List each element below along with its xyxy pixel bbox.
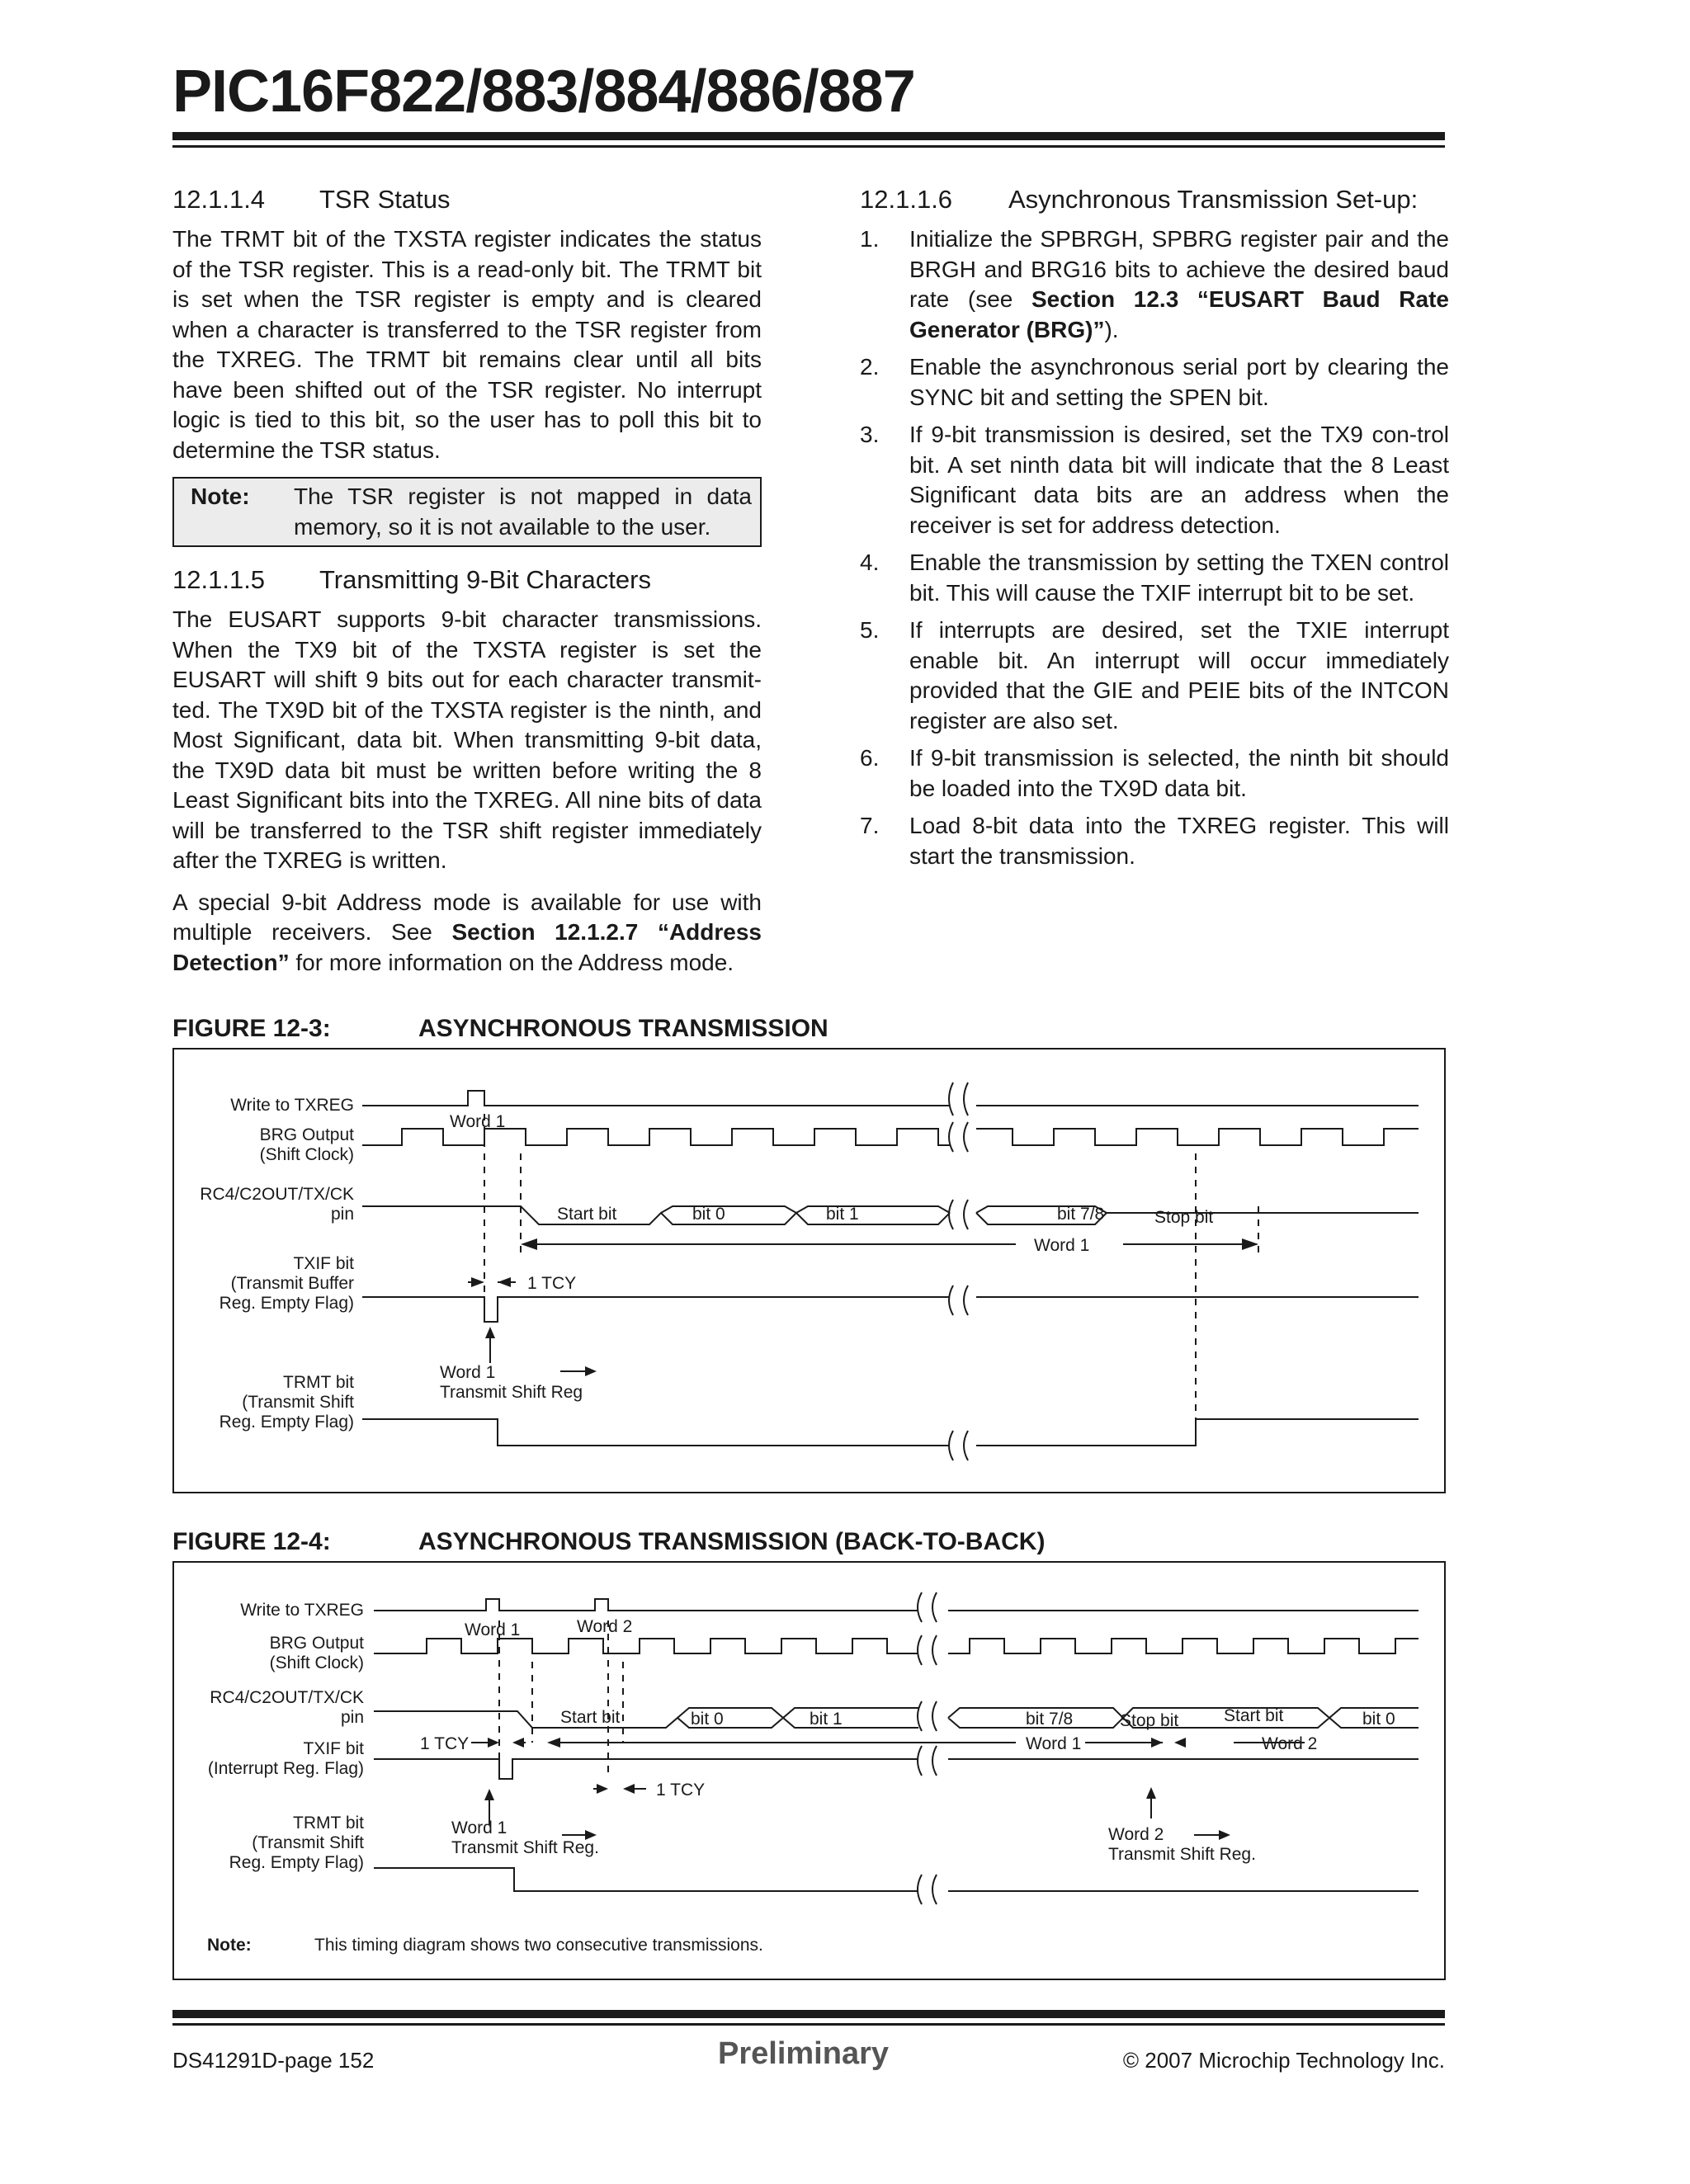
timing-label: bit 7/8	[1026, 1710, 1074, 1729]
trmt-waveform	[374, 1868, 1419, 1891]
list-item	[860, 548, 1449, 608]
step-number: 3.	[860, 422, 880, 447]
signal-label: TXIF bit	[293, 1254, 354, 1273]
list-item	[860, 420, 1449, 540]
timing-label: Word 2	[1262, 1734, 1318, 1753]
timing-label: Stop bit	[1120, 1711, 1179, 1730]
timing-label: 1 TCY	[420, 1734, 470, 1753]
arrowhead	[498, 1277, 511, 1287]
paragraph-text: A special 9-bit Address mode is available for use with multiple receivers. See	[172, 889, 762, 945]
trmt-waveform	[362, 1419, 1419, 1446]
step-text: If 9-bit transmission is selected, the ninth bit should be loaded into the TX9D data bit.	[909, 745, 1449, 801]
timing-label: bit 7/8	[1057, 1205, 1105, 1224]
paragraph-text: for more information on the Address mode.	[289, 949, 734, 975]
txif-waveform	[374, 1759, 1151, 1779]
break-mark	[949, 1083, 968, 1460]
signal-label: (Shift Clock)	[269, 1653, 364, 1672]
step-number: 1.	[860, 226, 880, 252]
arrowhead	[623, 1784, 635, 1794]
copyright: © 2007 Microchip Technology Inc.	[1122, 2048, 1445, 2073]
figure-number: FIGURE 12-4:	[172, 1528, 331, 1555]
timing-label: bit 0	[691, 1710, 724, 1729]
section-title: Transmitting 9-Bit Characters	[319, 565, 651, 594]
timing-label: Word 1	[451, 1818, 507, 1837]
timing-label: Start bit	[560, 1708, 621, 1727]
arrowhead	[1174, 1738, 1186, 1748]
arrowhead	[484, 1789, 494, 1800]
tsr-status-paragraph: The TRMT bit of the TXSTA register indicates the status of the TSR register. This is a read-only bit. The TRMT bit is set when the TSR register is empty and is cleared when a character is transferred to the TSR register from the TXREG. The TRMT bit remains clear until all bits have been shifted out of the TSR register. No interrupt logic is tied to this bit, so the user has to poll this bit to determine the TSR status.	[172, 226, 762, 463]
section-heading-9bit	[172, 564, 762, 597]
signal-label: Reg. Empty Flag)	[219, 1413, 354, 1432]
9bit-paragraph-1: The EUSART supports 9-bit character transmissions. When the TX9 bit of the TXSTA register is set the EUSART will shift 9 bits out for each character transmit-ted. The TX9D bit of the TXSTA register is the ninth, and Most Significant, data bit. When transmitting 9-bit data, the TX9D data bit must be written before writing the 8 Least Significant bits into the TXREG. All nine bits of data will be transferred to the TSR shift register immediately after the TXREG is written.	[172, 606, 762, 873]
signal-label: (Interrupt Reg. Flag)	[207, 1759, 364, 1778]
arrowhead	[597, 1784, 608, 1794]
figure-caption: ASYNCHRONOUS TRANSMISSION (BACK-TO-BACK)	[418, 1528, 1046, 1555]
write-txreg-waveform	[374, 1599, 1419, 1611]
note-text: The TSR register is not mapped in data memory, so it is not available to the user.	[294, 483, 752, 540]
timing-label: 1 TCY	[527, 1274, 577, 1293]
signal-label: RC4/C2OUT/TX/CK	[200, 1185, 354, 1204]
signal-label: (Transmit Buffer	[230, 1274, 354, 1293]
timing-label: Transmit Shift Reg	[440, 1383, 583, 1402]
txif-pointer	[489, 1792, 1151, 1825]
section-title: Asynchronous Transmission Set-up:	[1008, 185, 1419, 214]
section-number: 12.1.1.4	[172, 185, 266, 214]
figure-note-label: Note:	[207, 1936, 252, 1955]
timing-label: bit 1	[826, 1205, 859, 1224]
signal-label: (Shift Clock)	[259, 1145, 354, 1164]
preliminary-label: Preliminary	[718, 2036, 889, 2071]
arrowhead	[547, 1738, 560, 1748]
brg-clock-waveform	[374, 1639, 1419, 1653]
timing-label: Word 2	[1108, 1825, 1164, 1844]
signal-label: Write to TXREG	[240, 1601, 364, 1620]
arrowhead	[1146, 1787, 1156, 1799]
arrowhead	[1219, 1830, 1230, 1840]
step-number: 7.	[860, 813, 880, 838]
step-text-b: ).	[1104, 316, 1119, 342]
txif-waveform	[362, 1297, 1419, 1322]
timing-label: Start bit	[1224, 1706, 1284, 1725]
page-number: DS41291D-page 152	[172, 2048, 375, 2073]
step-number: 2.	[860, 354, 880, 380]
arrowhead	[488, 1738, 499, 1748]
arrowhead	[512, 1738, 524, 1748]
9bit-paragraph-2	[172, 888, 762, 979]
break-mark	[918, 1592, 937, 1904]
note-label: Note:	[191, 483, 250, 509]
write-txreg-waveform	[362, 1091, 1419, 1106]
arrowhead	[1242, 1238, 1258, 1250]
header-rule-thick	[172, 132, 1445, 140]
arrowhead	[471, 1277, 484, 1287]
step-number: 5.	[860, 617, 880, 643]
signal-label: (Transmit Shift	[242, 1393, 354, 1412]
figure-caption: ASYNCHRONOUS TRANSMISSION	[418, 1015, 828, 1042]
section-title: TSR Status	[319, 185, 451, 214]
signal-label: (Transmit Shift	[252, 1833, 364, 1852]
timing-label: Stop bit	[1154, 1208, 1214, 1227]
signal-label: TRMT bit	[293, 1814, 364, 1833]
section-number: 12.1.1.6	[860, 185, 953, 214]
arrowhead	[521, 1238, 537, 1250]
step-text: Enable the transmission by setting the TXEN control bit. This will cause the TXIF interrupt bit to be set.	[909, 550, 1449, 606]
step-text: Enable the asynchronous serial port by clearing the SYNC bit and setting the SPEN bit.	[909, 354, 1449, 410]
timing-label: Transmit Shift Reg.	[451, 1838, 599, 1857]
section-heading-tsr-status	[172, 183, 762, 216]
figure-number: FIGURE 12-3:	[172, 1015, 331, 1042]
timing-label: bit 0	[692, 1205, 725, 1224]
right-column	[860, 183, 1449, 879]
tcy-arrow-line	[471, 1743, 646, 1789]
footer-rule-thick	[172, 2010, 1445, 2018]
timing-label: Word 2	[577, 1617, 633, 1636]
figure-12-4-title	[172, 1528, 1045, 1556]
step-text	[909, 224, 1449, 345]
timing-label: Transmit Shift Reg.	[1108, 1845, 1256, 1864]
figure-note-text: This timing diagram shows two consecutive transmissions.	[314, 1936, 763, 1955]
page-title: PIC16F822/883/884/886/887	[172, 59, 915, 125]
setup-steps-list	[860, 224, 1449, 871]
step-text: If 9-bit transmission is desired, set the TX9 con-trol bit. A set ninth data bit will indicate that the 8 Least Significant data bits are an address when the receiver is set for address detection.	[909, 422, 1449, 538]
figure-12-3-title	[172, 1015, 828, 1043]
signal-label: BRG Output	[269, 1634, 364, 1653]
footer-rule-thin	[172, 2023, 1445, 2026]
signal-label: pin	[340, 1708, 364, 1727]
list-item	[860, 352, 1449, 413]
section-number: 12.1.1.5	[172, 565, 266, 594]
timing-diagram-2	[174, 1563, 1444, 1979]
list-item	[860, 811, 1449, 871]
timing-label: Word 1	[465, 1620, 521, 1639]
arrowhead	[485, 1327, 495, 1338]
signal-label: RC4/C2OUT/TX/CK	[210, 1688, 364, 1707]
section-reference-link[interactable]: Section 12.1.2.7 “Address Detection”	[172, 919, 762, 975]
timing-label: Word 1	[1034, 1236, 1090, 1255]
figure-12-4-diagram	[172, 1561, 1446, 1980]
timing-label: bit 1	[810, 1710, 843, 1729]
signal-label: pin	[330, 1205, 354, 1224]
brg-clock-waveform	[362, 1129, 1419, 1145]
signal-label: Reg. Empty Flag)	[229, 1853, 364, 1872]
tsr-note	[172, 477, 762, 547]
signal-label: BRG Output	[259, 1125, 354, 1144]
step-text-a: Initialize the SPBRGH, SPBRG register pair and the BRGH and BRG16 bits to achieve the desired baud rate (see	[909, 226, 1449, 312]
list-item	[860, 743, 1449, 804]
header-rule-thin	[172, 145, 1445, 148]
signal-label: Write to TXREG	[230, 1096, 354, 1115]
step-text: If interrupts are desired, set the TXIE interrupt enable bit. An interrupt will occur immediately provided that the GIE and PEIE bits of the INTCON register are also set.	[909, 617, 1449, 734]
timing-diagram-1	[174, 1050, 1444, 1492]
signal-label: TRMT bit	[283, 1373, 354, 1392]
left-column	[172, 183, 762, 989]
timing-label: Word 1	[450, 1112, 506, 1131]
figure-12-3-diagram	[172, 1048, 1446, 1493]
timing-label: Word 1	[440, 1363, 496, 1382]
timing-label: 1 TCY	[656, 1781, 706, 1800]
arrowhead	[1151, 1738, 1163, 1748]
signal-label: Reg. Empty Flag)	[219, 1294, 354, 1313]
step-text: Load 8-bit data into the TXREG register. This will start the transmission.	[909, 813, 1449, 869]
step-number: 6.	[860, 745, 880, 771]
signal-label: TXIF bit	[303, 1739, 364, 1758]
section-reference-link[interactable]: Section 12.3 “EUSART Baud Rate Generator (BRG)”	[909, 286, 1449, 342]
timing-label: Start bit	[557, 1205, 617, 1224]
section-heading-setup	[860, 183, 1449, 216]
timing-label: Word 1	[1026, 1734, 1082, 1753]
guide-line	[484, 1114, 1258, 1419]
timing-label: bit 0	[1362, 1710, 1395, 1729]
arrowhead	[585, 1366, 597, 1376]
list-item	[860, 224, 1449, 345]
list-item	[860, 616, 1449, 736]
step-number: 4.	[860, 550, 880, 575]
guide-line	[499, 1620, 623, 1779]
